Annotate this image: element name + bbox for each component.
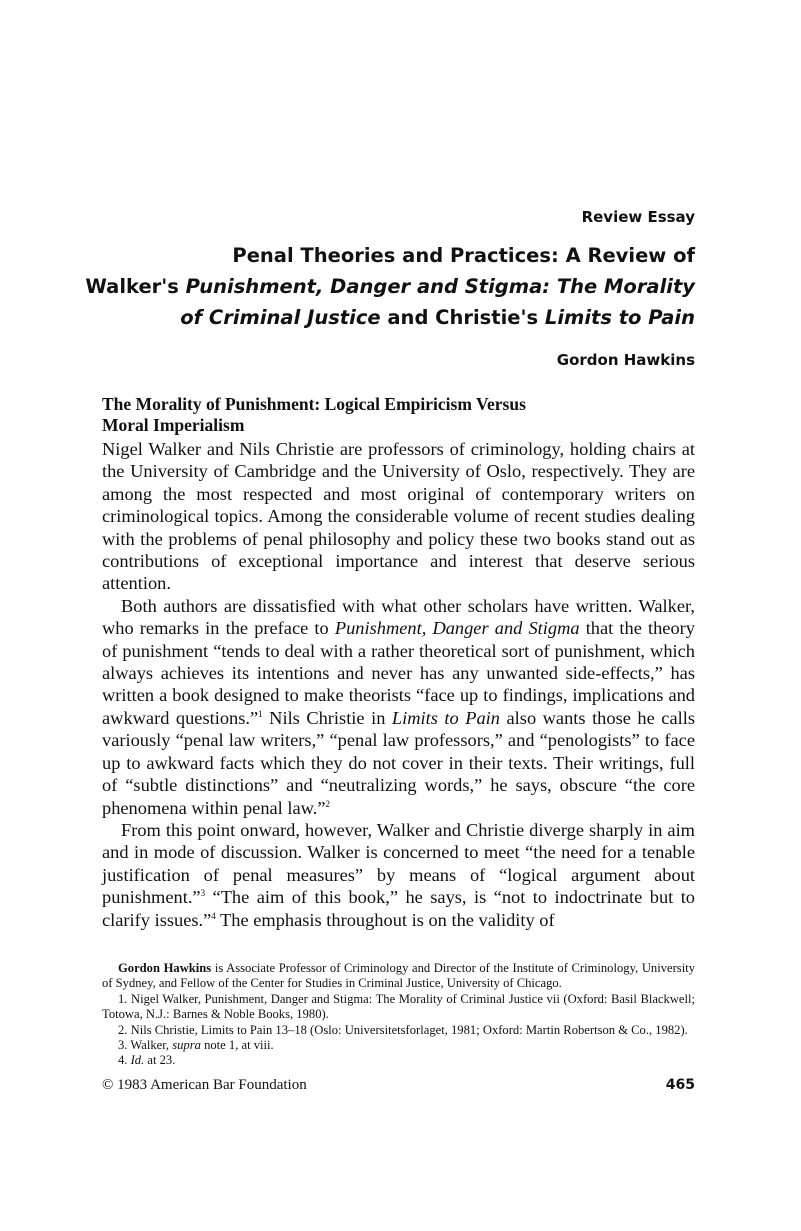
footnote-1: 1. Nigel Walker, Punishment, Danger and Stigma: The Morality of Criminal Justice vii (Oxford: Basil Blackwell; Totowa, N.J.: Barnes & Noble Books, 1980). [102, 991, 695, 1022]
title-book-1: Punishment, Danger and Stigma: The Morality [185, 275, 695, 298]
bio-text: is Associate Professor of Criminology and Director of the Institute of Criminology, University of Sydney, and Fellow of the Center for Studies in Criminal Justice, University of Chicago. [102, 961, 695, 991]
text-run: Nils Christie in [262, 707, 392, 728]
section-heading-line-2: Moral Imperialism [102, 415, 245, 435]
text-run-italic: Id. [130, 1053, 145, 1068]
article-kicker: Review Essay [581, 208, 695, 226]
body-text [102, 438, 695, 931]
footnotes [102, 961, 695, 1069]
page-footer [102, 1077, 695, 1094]
title-part: Walker's [85, 275, 186, 298]
footnote-ref-3: 3 [200, 888, 206, 899]
title-book-2: Limits to Pain [544, 306, 695, 329]
footnote-4 [102, 1053, 695, 1068]
text-run: note 1, at viii. [200, 1038, 274, 1053]
paragraph-2 [102, 595, 695, 819]
footnote-ref-2: 2 [325, 798, 331, 809]
article-author: Gordon Hawkins [556, 351, 695, 369]
text-run: “The aim of this book,” he says, is “not to indoctrinate but to clarify issues.” [102, 887, 695, 930]
footnote-3 [102, 1038, 695, 1053]
text-run: 3. Walker, [118, 1038, 173, 1053]
book-title: Punishment, Danger and Stigma [334, 618, 580, 639]
book-title: Limits to Pain [391, 707, 500, 728]
section-heading [102, 394, 702, 436]
text-run: From this point onward, however, Walker and Christie diverge sharply in aim and in mode of discussion. Walker is concerned to meet “the need for a tenable justification of penal measures” by means of “logical argument about punishment.” [102, 819, 695, 908]
title-part: and Christie's [380, 306, 545, 329]
title-line-1: Penal Theories and Practices: A Review of [232, 244, 695, 267]
footnote-ref-1: 1 [258, 708, 263, 719]
paragraph-3 [102, 819, 695, 931]
author-bio [102, 961, 695, 992]
section-heading-line-1: The Morality of Punishment: Logical Empiricism Versus [102, 394, 526, 414]
title-book-1-cont: of Criminal Justice [180, 306, 381, 329]
paragraph-1: Nigel Walker and Nils Christie are professors of criminology, holding chairs at the University of Cambridge and the University of Oslo, respectively. They are among the most respected and most original of contemporary writers on criminological topics. Among the considerable volume of recent studies dealing with the problems of penal philosophy and policy these two books stand out as contributions of exceptional importance and interest that deserve serious attention. [102, 439, 695, 594]
copyright-notice: © 1983 American Bar Foundation [102, 1077, 307, 1093]
footnote-ref-4: 4 [211, 910, 216, 921]
text-run: The emphasis throughout is on the validity of [215, 909, 555, 930]
article-title [55, 240, 695, 333]
text-run: also wants those he calls variously “penal law writers,” “penal law professors,” and “penologists” to face up to awkward facts which they do not cover in their texts. Their writings, full of “subtle distinctions” and “neutralizing words,” he says, obscure “the core phenomena within penal law.” [102, 707, 695, 818]
text-run: that the theory of punishment “tends to deal with a rather theoretical sort of punishment, which always achieves its intentions and never has any unwanted side-effects,” has written a book designed to make theorists “face up to findings, implications and awkward questions.” [102, 618, 695, 728]
footnote-2: 2. Nils Christie, Limits to Pain 13–18 (Oslo: Universitetsforlaget, 1981; Oxford: Martin Robertson & Co., 1982). [118, 1022, 688, 1037]
text-run: at 23. [144, 1053, 176, 1068]
text-run: 4. [118, 1053, 131, 1068]
bio-name: Gordon Hawkins [118, 961, 212, 975]
text-run: Both authors are dissatisfied with what other scholars have written. Walker, who remarks in the preface to [102, 595, 695, 639]
text-run-italic: supra [172, 1038, 201, 1053]
page-number: 465 [665, 1077, 695, 1093]
